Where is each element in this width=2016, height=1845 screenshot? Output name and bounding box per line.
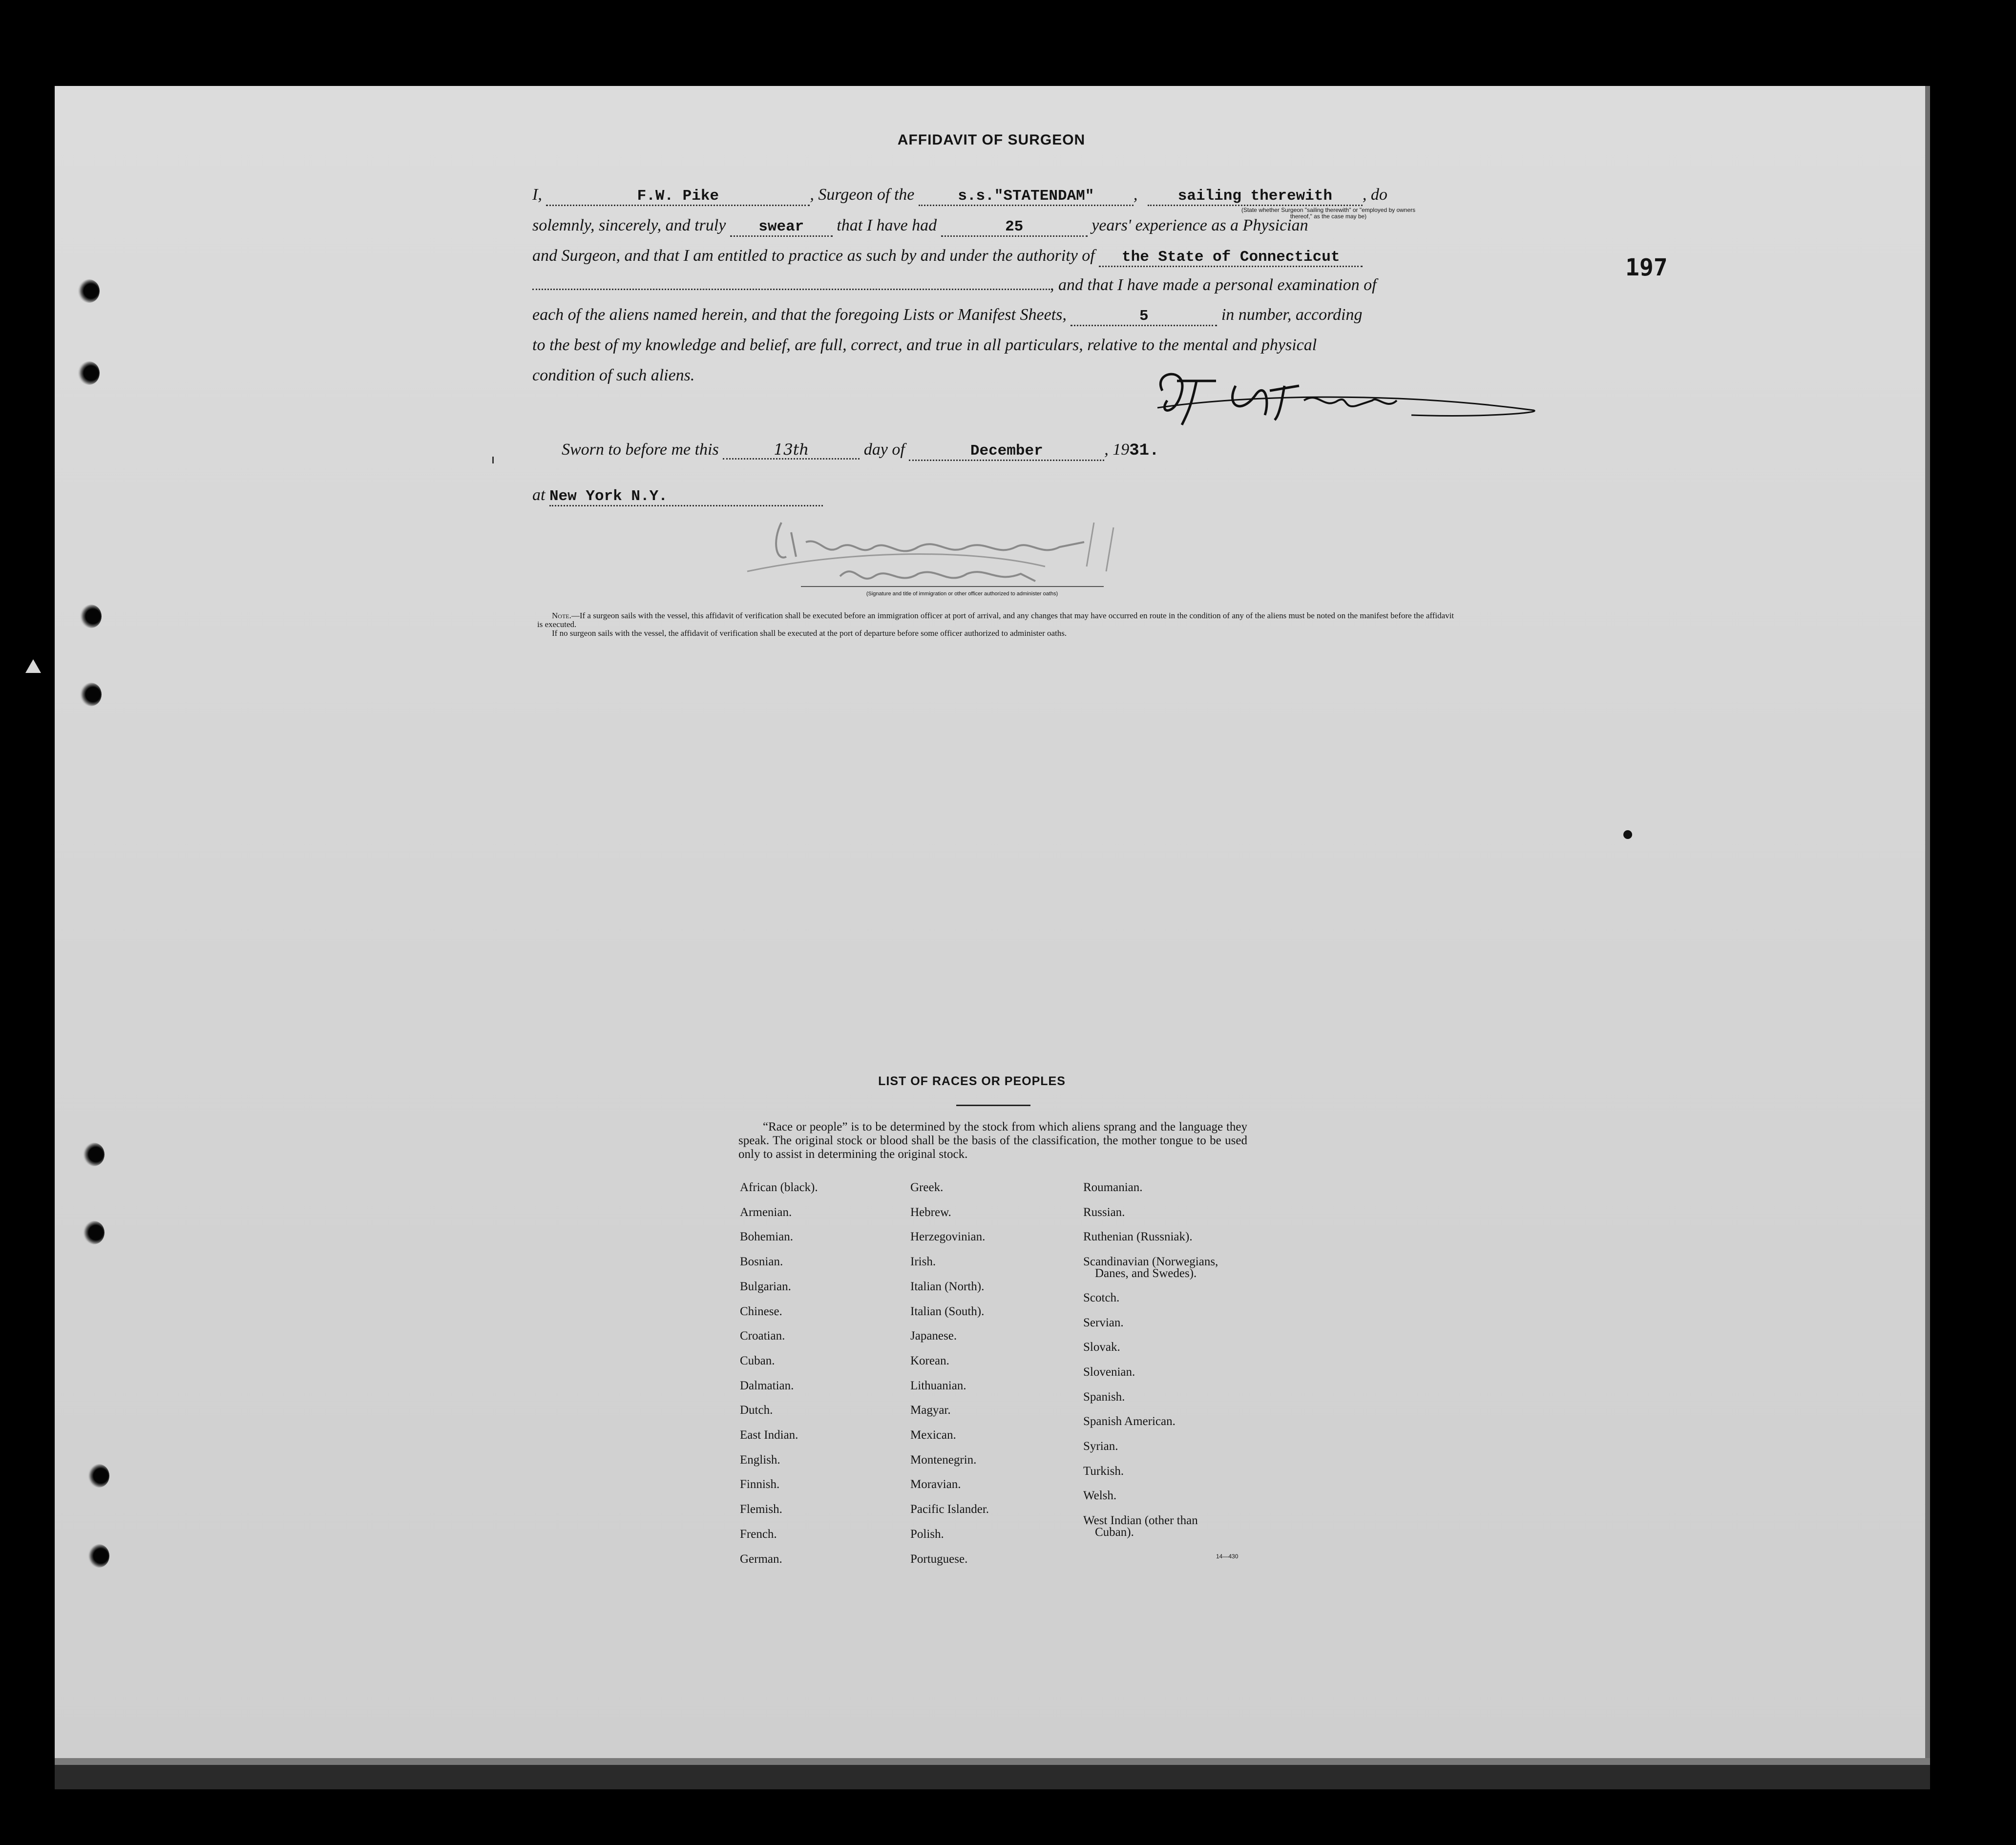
race-item: Scandinavian (Norwegians, (1083, 1255, 1218, 1268)
races-intro-text: “Race or people” is to be determined by the stock from which aliens sprang and the language they speak. The original stock or blood shall be the basis of the classification, the mother tongue to be used only to assist in determining the original stock. (738, 1120, 1247, 1161)
scan-border (55, 1765, 1930, 1789)
surgeon-capacity-field: sailing therewith (1148, 188, 1363, 206)
race-item: Welsh. (1083, 1489, 1117, 1502)
manifest-sheets-field: 5 (1071, 308, 1217, 326)
sworn-month-field: December (909, 443, 1104, 461)
race-item: Dutch. (740, 1404, 773, 1417)
race-item: Chinese. (740, 1305, 782, 1318)
affidavit-line-5 (532, 306, 1363, 326)
binder-hole (88, 1464, 109, 1488)
race-item: Korean. (910, 1354, 949, 1367)
ink-dot (1623, 830, 1632, 839)
race-item: Bohemian. (740, 1230, 794, 1243)
place-field: New York N.Y. (549, 488, 823, 506)
race-item: Turkish. (1083, 1465, 1124, 1478)
races-title-rule (956, 1105, 1030, 1106)
binder-hole (83, 1143, 105, 1166)
races-column-1 (740, 1182, 906, 1572)
capacity-note: (State whether Surgeon "sailing therewith" or "employed by owners thereof," as the case may be) (1241, 207, 1416, 220)
race-item: Pacific Islander. (910, 1503, 989, 1516)
race-item: Danes, and Swedes). (1095, 1267, 1197, 1280)
race-item: Servian. (1083, 1316, 1124, 1329)
line1-after-capacity: , do (1362, 186, 1387, 204)
race-item: Roumanian. (1083, 1181, 1143, 1194)
sworn-prefix: Sworn to before me this (562, 440, 719, 459)
race-item: Armenian. (740, 1206, 792, 1219)
race-item: Finnish. (740, 1478, 780, 1491)
place-line (532, 486, 823, 506)
sworn-year-prefix: , 19 (1104, 440, 1130, 459)
race-item: Japanese. (910, 1329, 957, 1342)
affidavit-line-6: to the best of my knowledge and belief, are full, correct, and true in all particulars, relative to the mental and physical (532, 336, 1317, 354)
surgeon-signature (1143, 361, 1548, 430)
race-item: Polish. (910, 1528, 944, 1541)
race-item: Spanish American. (1083, 1415, 1176, 1428)
race-item: Magyar. (910, 1404, 951, 1417)
race-item: Mexican. (910, 1428, 956, 1442)
race-item: Dalmatian. (740, 1379, 794, 1392)
race-item: English. (740, 1453, 780, 1467)
race-item: Herzegovinian. (910, 1230, 986, 1243)
line1-after-name: , Surgeon of the (810, 186, 915, 204)
binder-hole (78, 279, 100, 303)
margin-tick (492, 457, 494, 463)
race-item: Croatian. (740, 1329, 785, 1342)
surgeon-name-field: F.W. Pike (546, 188, 810, 206)
note-label: Note (552, 611, 569, 620)
affidavit-line-3 (532, 247, 1363, 267)
race-item: Italian (South). (910, 1305, 985, 1318)
line3-prefix: and Surgeon, and that I am entitled to practice as such by and under the authority of (532, 247, 1095, 265)
race-item: Montenegrin. (910, 1453, 977, 1467)
race-item: Scotch. (1083, 1291, 1120, 1304)
race-item: Slovak. (1083, 1341, 1120, 1354)
race-item: Russian. (1083, 1206, 1125, 1219)
race-item: Portuguese. (910, 1552, 968, 1566)
races-column-3 (1083, 1182, 1249, 1572)
years-experience-field: 25 (941, 219, 1088, 237)
races-column-2 (910, 1182, 1076, 1572)
binder-hole (83, 1221, 105, 1244)
oath-field: swear (730, 219, 833, 237)
binder-hole (80, 605, 102, 628)
sheet-edge (55, 1758, 1930, 1765)
binder-hole (80, 683, 102, 706)
line4-suffix: , and that I have made a personal examination of (1050, 276, 1377, 294)
race-item: Bulgarian. (740, 1280, 791, 1293)
race-item: Italian (North). (910, 1280, 985, 1293)
sworn-line (562, 440, 1159, 461)
race-item: Hebrew. (910, 1206, 951, 1219)
race-item: East Indian. (740, 1428, 798, 1442)
officer-note: (Signature and title of immigration or other officer authorized to administer oaths) (866, 591, 1058, 597)
sworn-middle: day of (863, 440, 905, 459)
race-item: Cuban. (740, 1354, 775, 1367)
affidavit-line-7: condition of such aliens. (532, 366, 695, 384)
races-title: LIST OF RACES OR PEOPLES (878, 1074, 1066, 1088)
race-item: Slovenian. (1083, 1365, 1135, 1379)
race-item: West Indian (other than (1083, 1514, 1198, 1527)
races-intro (738, 1120, 1247, 1161)
affidavit-line-1 (532, 186, 1387, 206)
race-item: Syrian. (1083, 1440, 1118, 1453)
race-item: French. (740, 1528, 777, 1541)
line1-after-vessel: , (1133, 186, 1138, 204)
line1-prefix: I, (532, 186, 542, 204)
authority-continuation-field (532, 289, 1050, 290)
vessel-name-field: s.s."STATENDAM" (919, 188, 1134, 206)
form-code: 14—430 (1216, 1553, 1239, 1560)
line5-prefix: each of the aliens named herein, and that the foregoing Lists or Manifest Sheets, (532, 306, 1067, 324)
page-number: 197 (1625, 254, 1668, 281)
race-item: Moravian. (910, 1478, 961, 1491)
race-item: Lithuanian. (910, 1379, 966, 1392)
race-item: Cuban). (1095, 1526, 1134, 1539)
line5-suffix: in number, according (1221, 306, 1363, 324)
affidavit-line-4 (532, 276, 1377, 294)
sworn-day-field: 13th (723, 441, 860, 460)
note-text: .—If a surgeon sails with the vessel, this affidavit of verification shall be executed before an immigration officer at port of arrival, and any changes that may have occurred en route in the condition of any of the aliens must be noted on the manifest before the affidavit is executed. (537, 611, 1454, 629)
race-item: Ruthenian (Russniak). (1083, 1230, 1193, 1243)
race-item: Greek. (910, 1181, 944, 1194)
line2-suffix: years' experience as a Physician (1092, 216, 1308, 234)
race-item: Flemish. (740, 1503, 782, 1516)
affidavit-line-2 (532, 216, 1308, 237)
place-prefix: at (532, 486, 546, 504)
binder-hole (88, 1544, 109, 1568)
affidavit-title: AFFIDAVIT OF SURGEON (897, 132, 1086, 148)
affidavit-note (537, 611, 1455, 638)
margin-mark (25, 659, 41, 673)
race-item: Irish. (910, 1255, 936, 1268)
race-item: Bosnian. (740, 1255, 783, 1268)
line2-prefix: solemnly, sincerely, and truly (532, 216, 726, 234)
officer-signature-rule (801, 586, 1104, 587)
officer-signature (742, 513, 1182, 601)
note-text-2: If no surgeon sails with the vessel, the affidavit of verification shall be executed at the port of departure before some officer authorized to administer oaths. (552, 629, 1067, 638)
race-item: Spanish. (1083, 1390, 1125, 1404)
authority-field: the State of Connecticut (1099, 249, 1363, 267)
sworn-year: 31. (1129, 441, 1159, 460)
race-item: German. (740, 1552, 782, 1566)
race-item: African (black). (740, 1181, 818, 1194)
line2-middle: that I have had (837, 216, 937, 234)
binder-hole (78, 361, 100, 385)
